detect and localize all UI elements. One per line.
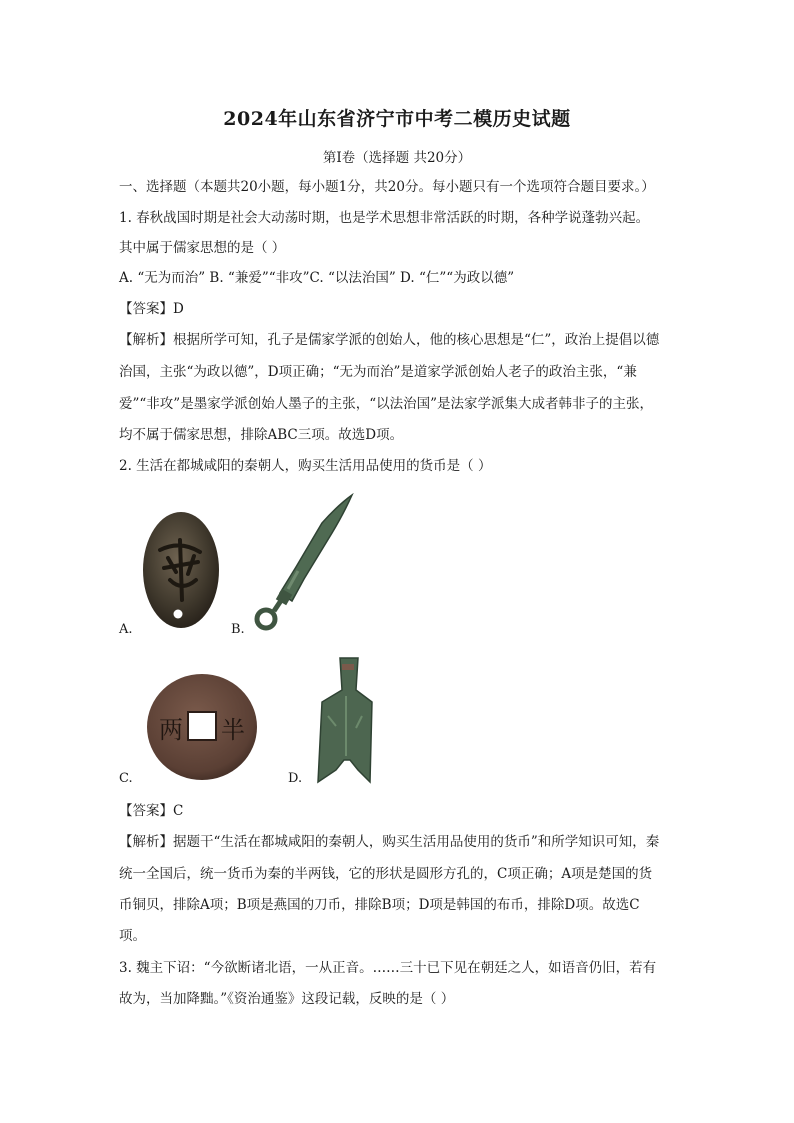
knife-coin-image xyxy=(252,493,358,633)
q1-stem-line1: 1. 春秋战国时期是社会大动荡时期，也是学术思想非常活跃的时期，各种学说蓬勃兴起。 xyxy=(119,210,650,226)
q1-analysis-line1 xyxy=(119,330,659,350)
analysis-tag: 【解析】 xyxy=(119,834,173,850)
spade-coin-image xyxy=(314,656,384,784)
q1-analysis-line3: 爱”“非攻”是墨家学派创始人墨子的主张，“以法治国”是法家学派集大成者韩非子的主张， xyxy=(119,396,654,412)
q1-options: A. “无为而治” B. “兼爱”“非攻”C. “以法治国” D. “仁”“为政以德” xyxy=(119,270,515,286)
analysis-tag: 【解析】 xyxy=(119,332,173,348)
q2-analysis-line1 xyxy=(119,832,659,852)
q1-analysis-line2: 治国，主张“为政以德”，D项正确；“无为而治”是道家学派创始人老子的政治主张，“兼 xyxy=(119,364,637,380)
q2-analysis-line2: 统一全国后，统一货币为秦的半两钱，它的形状是圆形方孔的，C项正确；A项是楚国的货 xyxy=(119,866,653,882)
coin-char-right: 半 xyxy=(221,716,245,744)
page-title: 2024年山东省济宁市中考二模历史试题 xyxy=(223,108,571,130)
section-heading: 一、选择题（本题共20小题，每小题1分，共20分。每小题只有一个选项符合题目要求。） xyxy=(119,179,655,195)
q2-stem: 2. 生活在都城咸阳的秦朝人，购买生活用品使用的货币是（ ） xyxy=(119,458,492,474)
q2-analysis-line3: 币铜贝，排除A项；B项是燕国的刀币，排除B项；D项是韩国的布币，排除D项。故选C xyxy=(119,897,640,913)
q1-stem-line2: 其中属于儒家思想的是（ ） xyxy=(119,240,286,256)
analysis-text: 据题干“生活在都城咸阳的秦朝人，购买生活用品使用的货币”和所学知识可知，秦 xyxy=(173,834,660,850)
coin-char-left: 两 xyxy=(159,716,183,744)
q3-stem-line2: 故为，当加降黜。”《资治通鉴》这段记载，反映的是（ ） xyxy=(119,991,455,1007)
q1-analysis-line4: 均不属于儒家思想，排除ABC三项。故选D项。 xyxy=(119,427,404,443)
q3-stem-line1: 3. 魏主下诏：“今欲断诸北语，一从正音。……三十已下见在朝廷之人，如语音仍旧，若有 xyxy=(119,960,657,976)
ban-liang-coin-image xyxy=(145,672,259,782)
q2-option-d-label: D. xyxy=(288,771,303,786)
page-subtitle: 第I卷（选择题 共20分） xyxy=(322,150,472,166)
q1-answer: 【答案】D xyxy=(119,301,184,317)
q2-option-b-label: B. xyxy=(231,622,245,637)
q2-option-a-label: A. xyxy=(119,622,133,637)
q2-answer: 【答案】C xyxy=(119,803,184,819)
q2-option-c-label: C. xyxy=(119,771,133,786)
shell-coin-image xyxy=(140,510,222,632)
analysis-text: 根据所学可知，孔子是儒家学派的创始人，他的核心思想是“仁”，政治上提倡以德 xyxy=(173,332,660,348)
q2-analysis-line4: 项。 xyxy=(119,928,146,944)
